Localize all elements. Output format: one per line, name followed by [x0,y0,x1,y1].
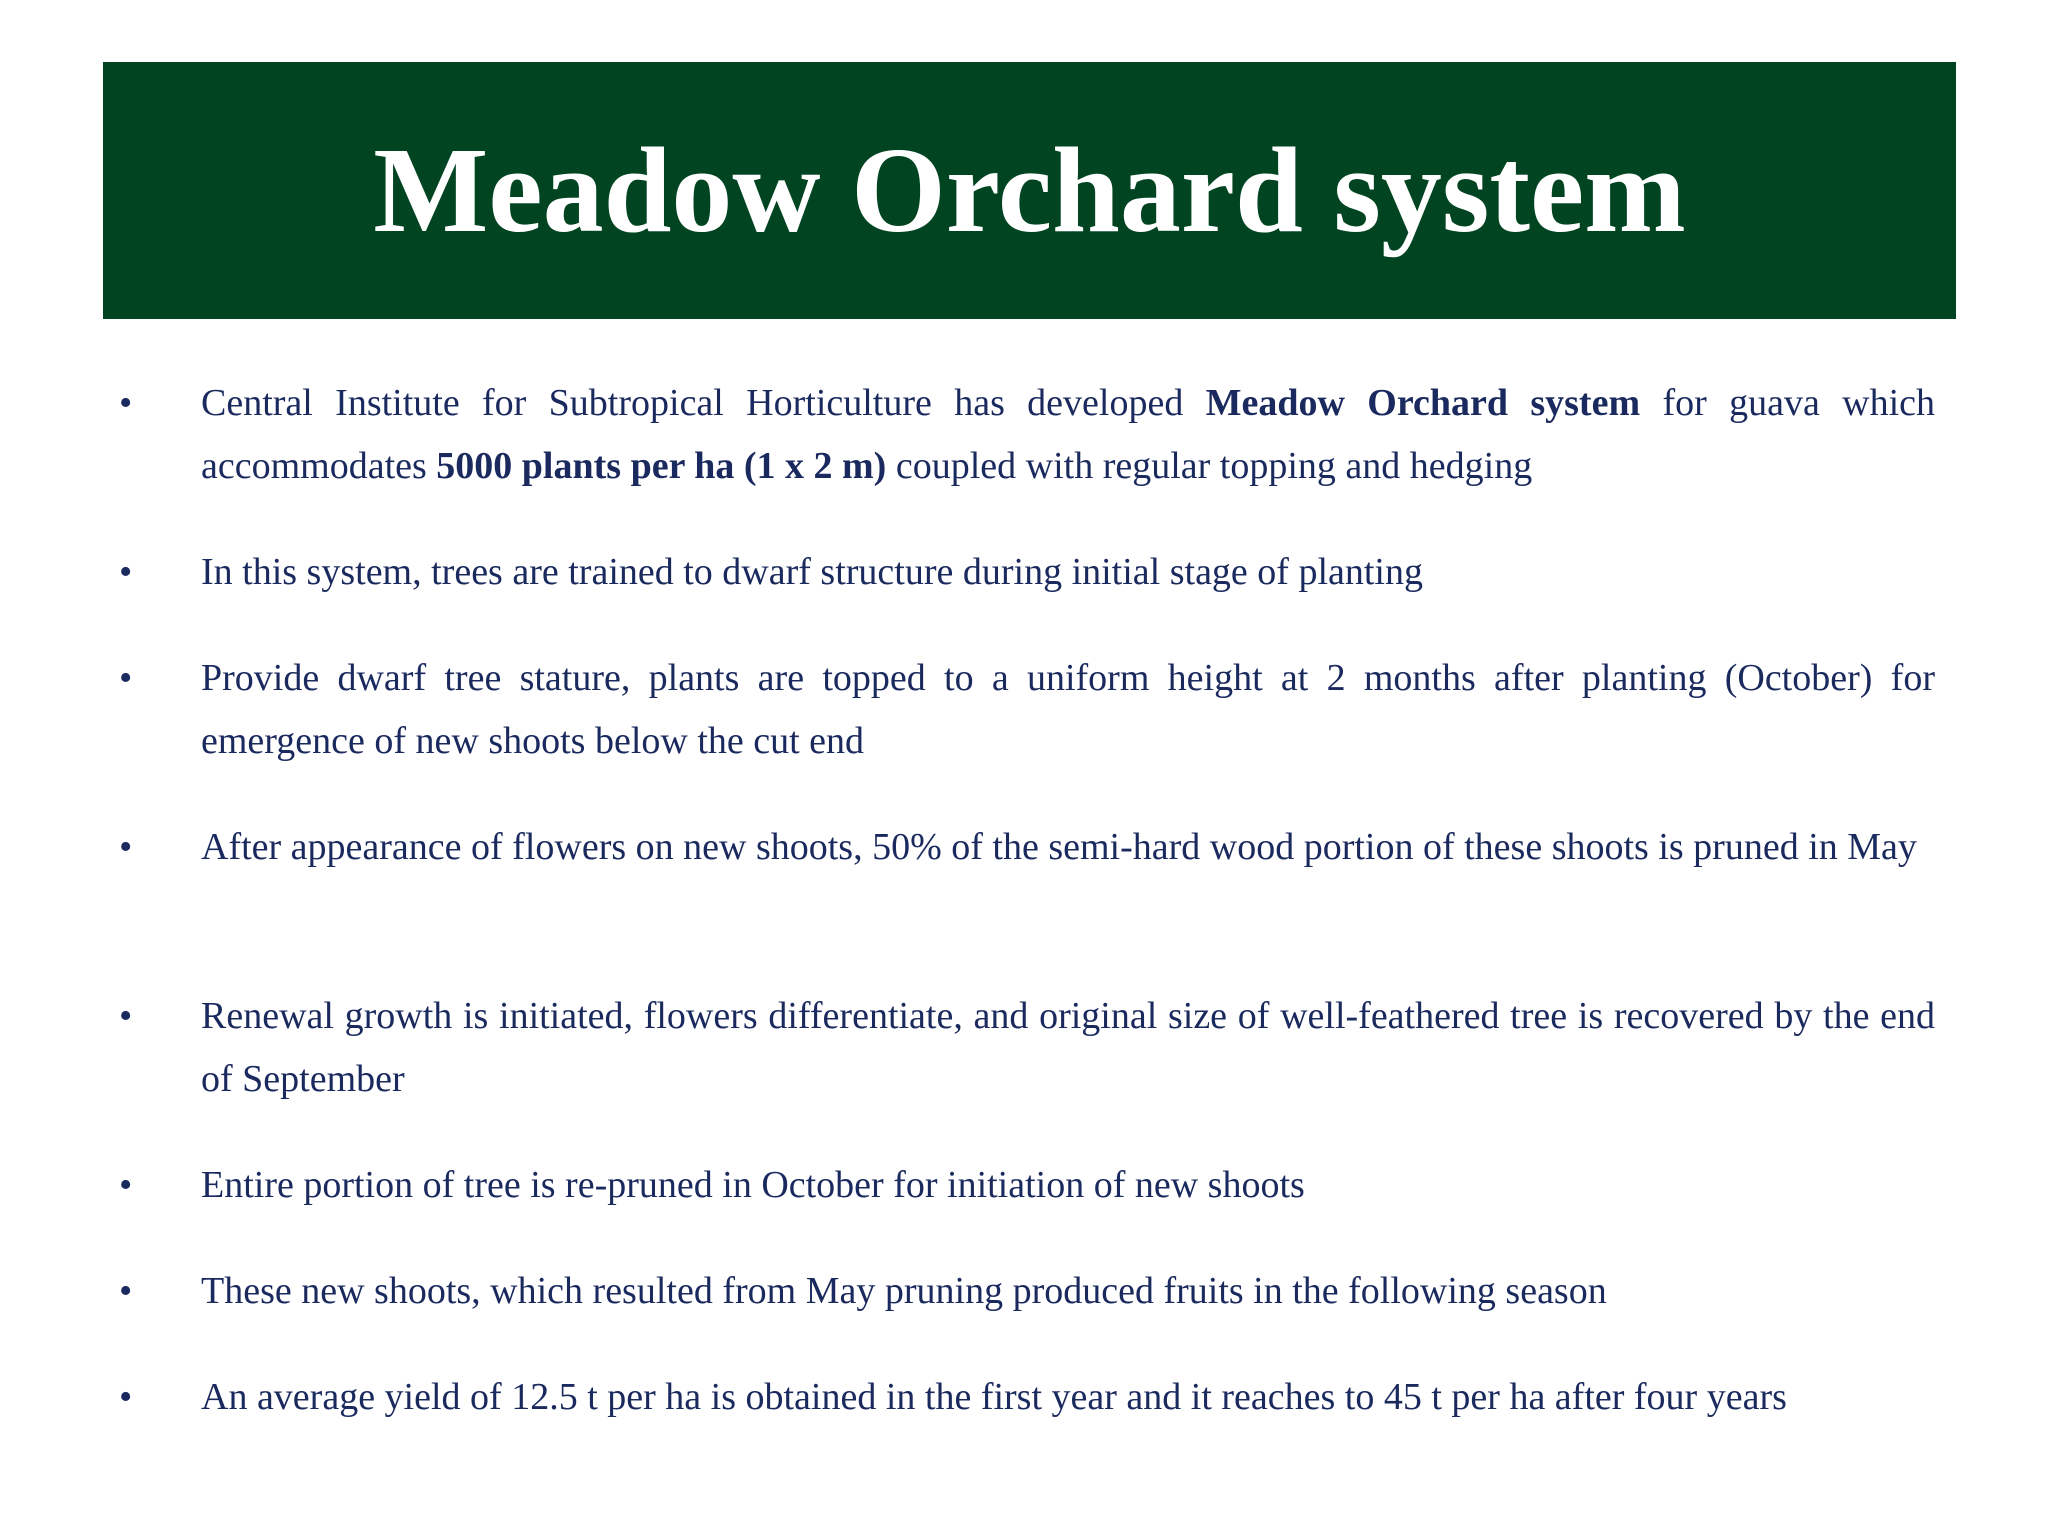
bullet-text-4: After appearance of flowers on new shoots, 50% of the semi-hard wood portion of these shoots is pruned in May [201,826,1917,868]
bullet-icon: • [119,657,133,699]
slide-title: Meadow Orchard system [373,122,1686,258]
bullet-text-8: An average yield of 12.5 t per ha is obtained in the first year and it reaches to 45 t per ha after four years [201,1376,1787,1418]
bullet-icon: • [119,1376,133,1418]
bullet-1-text-part-1: Central Institute for Subtropical Horticulture has developed [201,382,1206,424]
bullet-text-6: Entire portion of tree is re-pruned in October for initiation of new shoots [201,1164,1305,1206]
bullet-1-bold-system-name: Meadow Orchard system [1205,382,1641,424]
bullet-icon: • [119,826,133,868]
bullet-text-3: Provide dwarf tree stature, plants are topped to a uniform height at 2 months after planting (October) for emergence of new shoots below the cut end [201,657,1935,762]
bullet-1-bold-plant-density: 5000 plants per ha (1 x 2 m) [436,445,887,487]
bullet-text-1 [201,372,1935,498]
bullet-icon: • [119,1270,133,1312]
bullet-icon: • [119,1164,133,1206]
bullet-icon: • [119,382,133,424]
bullet-text-2: In this system, trees are trained to dwarf structure during initial stage of planting [201,551,1423,593]
bullet-text-5: Renewal growth is initiated, flowers differentiate, and original size of well-feathered tree is recovered by the end of September [201,995,1935,1100]
bullet-1-text-part-2: for guava which accommodates [201,382,1935,487]
bullet-1-text-part-3: coupled with regular topping and hedging [886,445,1533,487]
bullet-icon: • [119,551,133,593]
bullet-text-7: These new shoots, which resulted from May pruning produced fruits in the following season [201,1270,1607,1312]
bullet-icon: • [119,995,133,1037]
